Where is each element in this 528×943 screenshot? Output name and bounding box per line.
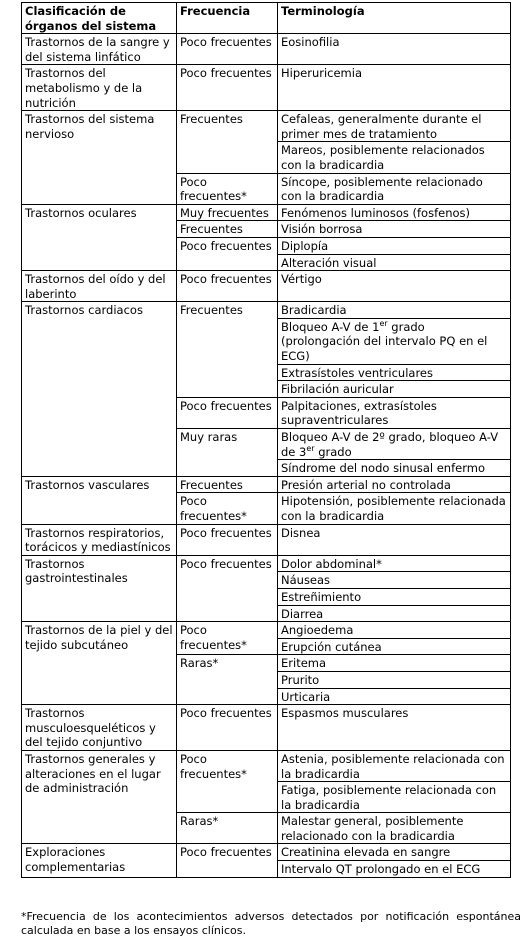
soc-cell: Trastornos generales y alteraciones en el lugar de administración	[22, 750, 177, 844]
term-cell: Vértigo	[278, 271, 511, 302]
adverse-reactions-table	[21, 2, 511, 878]
term-cell: Presión arterial no controlada	[278, 476, 511, 493]
frequency-cell: Poco frecuentes*	[177, 622, 278, 655]
ordinal-superscript: er	[379, 318, 388, 328]
frequency-cell: Frecuentes	[177, 476, 278, 493]
term-cell: Prurito	[278, 671, 511, 688]
ordinal-superscript: er	[306, 443, 315, 453]
table-row	[22, 705, 511, 751]
term-cell: Angioedema	[278, 622, 511, 639]
soc-cell: Trastornos respiratorios, torácicos y mediastínicos	[22, 524, 177, 555]
table-row	[22, 555, 511, 572]
term-cell: Eritema	[278, 655, 511, 672]
term-cell: Síncope, posiblemente relacionado con la bradicardia	[278, 173, 511, 204]
frequency-cell: Poco frecuentes*	[177, 173, 278, 204]
soc-cell: Trastornos de la sangre y del sistema linfático	[22, 34, 177, 65]
term-cell: Dolor abdominal*	[278, 555, 511, 572]
soc-cell: Trastornos del sistema nervioso	[22, 111, 177, 205]
term-text: grado (prolongación del intervalo PQ en el ECG)	[281, 319, 488, 364]
header-frequency: Frecuencia	[177, 3, 278, 34]
frequency-cell: Poco frecuentes	[177, 271, 278, 302]
term-cell: Eosinofilia	[278, 34, 511, 65]
frequency-cell: Poco frecuentes*	[177, 750, 278, 812]
frequency-cell: Frecuentes	[177, 221, 278, 238]
frequency-cell: Poco frecuentes	[177, 844, 278, 877]
term-cell: Erupción cutánea	[278, 638, 511, 655]
term-cell: Diplopía	[278, 237, 511, 254]
table-row	[22, 476, 511, 493]
term-cell: Intervalo QT prolongado en el ECG	[278, 861, 511, 878]
soc-cell: Trastornos del oído y del laberinto	[22, 271, 177, 302]
term-cell	[278, 429, 511, 460]
soc-cell: Trastornos musculoesqueléticos y del tejido conjuntivo	[22, 705, 177, 751]
term-cell: Cefaleas, generalmente durante el primer mes de tratamiento	[278, 111, 511, 142]
frequency-cell: Frecuentes	[177, 111, 278, 173]
term-cell: Astenia, posiblemente relacionada con la bradicardia	[278, 750, 511, 781]
frequency-cell: Poco frecuentes	[177, 65, 278, 111]
frequency-cell: Poco frecuentes*	[177, 493, 278, 524]
term-cell: Espasmos musculares	[278, 705, 511, 751]
term-cell: Bradicardia	[278, 302, 511, 319]
frequency-cell: Poco frecuentes	[177, 524, 278, 555]
term-cell: Hipotensión, posiblemente relacionada con la bradicardia	[278, 493, 511, 524]
frequency-cell: Frecuentes	[177, 302, 278, 398]
table-row	[22, 844, 511, 861]
table-row	[22, 34, 511, 65]
term-cell: Fenómenos luminosos (fosfenos)	[278, 204, 511, 221]
table-row	[22, 302, 511, 319]
term-cell: Fatiga, posiblemente relacionada con la bradicardia	[278, 782, 511, 813]
soc-cell: Trastornos vasculares	[22, 476, 177, 524]
term-cell: Extrasístoles ventriculares	[278, 364, 511, 381]
term-cell: Malestar general, posiblemente relacionado con la bradicardia	[278, 813, 511, 844]
soc-cell: Trastornos cardiacos	[22, 302, 177, 477]
table-row	[22, 622, 511, 639]
term-cell: Hiperuricemia	[278, 65, 511, 111]
table-row	[22, 65, 511, 111]
frequency-cell: Poco frecuentes	[177, 397, 278, 428]
frequency-cell: Poco frecuentes	[177, 555, 278, 621]
soc-cell: Trastornos del metabolismo y de la nutrición	[22, 65, 177, 111]
term-cell: Náuseas	[278, 572, 511, 589]
term-text: Bloqueo A-V de 2º grado, bloqueo A-V de 3	[281, 430, 499, 459]
term-cell: Disnea	[278, 524, 511, 555]
footnote: *Frecuencia de los acontecimientos adversos detectados por notificación espontánea calculada en base a los ensayos clínicos.	[21, 910, 521, 937]
soc-cell: Trastornos gastrointestinales	[22, 555, 177, 621]
frequency-cell: Raras*	[177, 655, 278, 705]
header-soc: Clasificación de órganos del sistema	[22, 3, 177, 34]
table-row	[22, 271, 511, 302]
table-row	[22, 750, 511, 781]
table-header-row	[22, 3, 511, 34]
term-cell: Alteración visual	[278, 254, 511, 271]
table-row	[22, 204, 511, 221]
header-terminology: Terminología	[278, 3, 511, 34]
frequency-cell: Muy raras	[177, 429, 278, 477]
term-cell: Fibrilación auricular	[278, 381, 511, 398]
frequency-cell: Poco frecuentes	[177, 237, 278, 270]
soc-cell: Trastornos de la piel y del tejido subcutáneo	[22, 622, 177, 705]
term-cell	[278, 318, 511, 364]
term-text: Bloqueo A-V de 1	[281, 319, 380, 334]
term-cell: Creatinina elevada en sangre	[278, 844, 511, 861]
table-row	[22, 524, 511, 555]
soc-cell: Trastornos oculares	[22, 204, 177, 270]
term-cell: Urticaria	[278, 688, 511, 705]
term-cell: Estreñimiento	[278, 588, 511, 605]
term-cell: Visión borrosa	[278, 221, 511, 238]
frequency-cell: Raras*	[177, 813, 278, 844]
soc-cell: Exploraciones complementarias	[22, 844, 177, 877]
table-row	[22, 111, 511, 142]
frequency-cell: Poco frecuentes	[177, 705, 278, 751]
term-cell: Síndrome del nodo sinusal enfermo	[278, 460, 511, 477]
frequency-cell: Muy frecuentes	[177, 204, 278, 221]
term-cell: Palpitaciones, extrasístoles supraventriculares	[278, 397, 511, 428]
term-cell: Diarrea	[278, 605, 511, 622]
term-text: grado	[314, 444, 352, 459]
frequency-cell: Poco frecuentes	[177, 34, 278, 65]
term-cell: Mareos, posiblemente relacionados con la bradicardia	[278, 142, 511, 173]
